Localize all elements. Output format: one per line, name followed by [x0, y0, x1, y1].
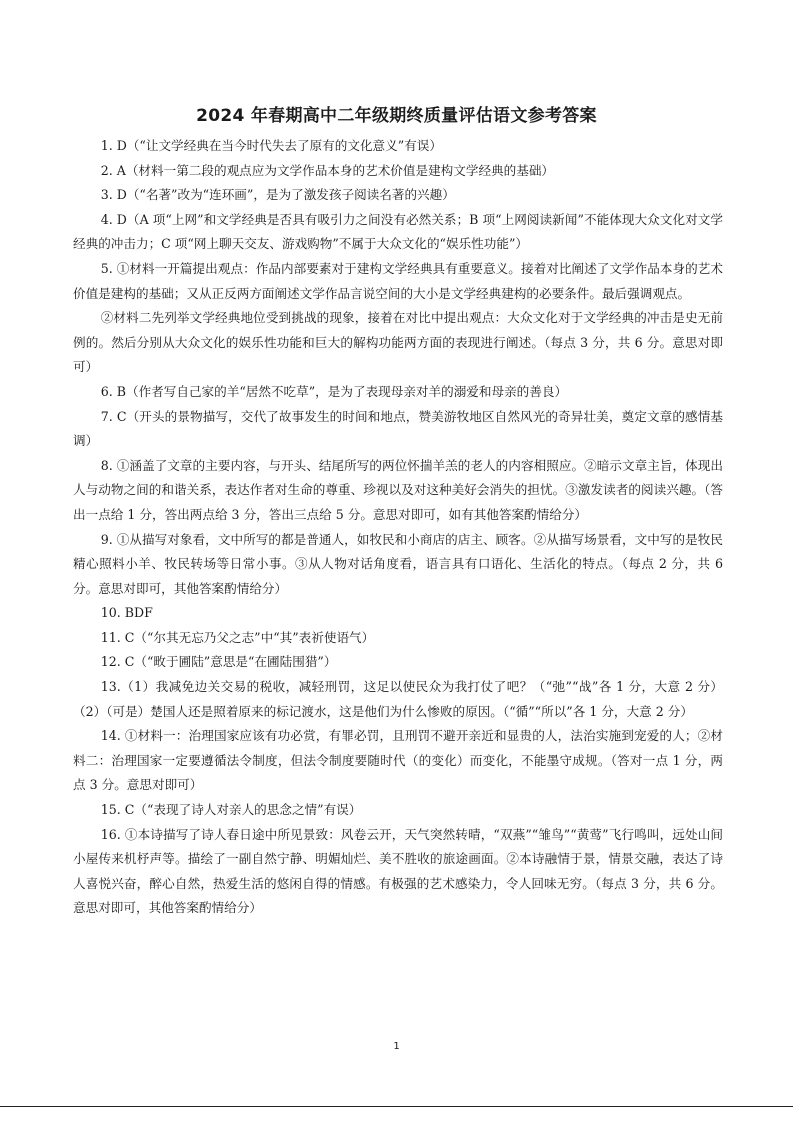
answer-7: 7. C（开头的景物描写，交代了故事发生的时间和地点，赞美游牧地区自然风光的奇异壮美，奠定文章的感情基调）: [73, 408, 723, 449]
document-title: 2024 年春期高中二年级期终质量评估语文参考答案: [196, 106, 597, 126]
answer-16: 16. ①本诗描写了诗人春日途中所见景致：风卷云开，天气突然转晴，“双燕”“雏鸟”“黄莺”飞行鸣叫，远处山间小屋传来机杼声等。描绘了一副自然宁静、明媚灿烂、美不胜收的旅途画面。②本诗融情于景，情景交融，表达了诗人喜悦兴奋，醉心自然，热爱生活的悠闲自得的情感。有极强的艺术感染力，令人回味无穷。（每点 3 分，共 6 分。意思对即可，其他答案酌情给分）: [73, 826, 723, 916]
answer-10: 10. BDF: [100, 605, 153, 621]
answer-12: 12. C（“畋于圃陆”意思是“在圃陆围猎”）: [100, 654, 337, 670]
answer-9: 9. ①从描写对象看，文中所写的都是普通人，如牧民和小商店的店主、顾客。②从描写场景看，文中写的是牧民精心照料小羊、牧民转场等日常小事。③从人物对话角度看，语言具有口语化、生活化的特点。（每点 2 分，共 6 分。意思对即可，其他答案酌情给分）: [73, 531, 723, 596]
page-number: 1: [393, 1041, 400, 1052]
answer-1: 1. D（“让文学经典在当今时代失去了原有的文化意义”有误）: [100, 138, 442, 153]
answer-5-part-2: ②材料二先列举文学经典地位受到挑战的现象，接着在对比中提出观点：大众文化对于文学经典的冲击是史无前例的。然后分别从大众文化的娱乐性功能和巨大的解构功能两方面的表现进行阐述。（每点 3 分，共 6 分。意思对即可）: [73, 310, 723, 375]
answer-4: 4. D（A 项“上网”和文学经典是否具有吸引力之间没有必然关系；B 项“上网阅读新闻”不能体现大众文化对文学经典的冲击力；C 项“网上聊天交友、游戏购物”不属于大众文化的“娱乐性功能”）: [73, 211, 723, 252]
answer-6: 6. B（作者写自己家的羊“居然不吃草”，是为了表现母亲对羊的溺爱和母亲的善良）: [100, 383, 568, 399]
answer-15: 15. C（“表现了诗人对亲人的思念之情”有误）: [100, 802, 362, 818]
answer-13: 13.（1）我减免边关交易的税收，减轻刑罚，这足以使民众为我打仗了吧？（“弛”“战”各 1 分，大意 2 分）（2）（可是）楚国人还是照着原来的标记渡水，这是他们为什么惨败的原因。（“循”“所以”各 1 分，大意 2 分）: [73, 679, 723, 719]
answer-list: [73, 134, 723, 921]
page-bottom-divider: [0, 1106, 793, 1107]
answer-11: 11. C（“尔其无忘乃父之志”中“其”表祈使语气）: [100, 629, 375, 645]
answer-3: 3. D（“名著”改为“连环画”，是为了激发孩子阅读名著的兴趣）: [100, 187, 455, 203]
answer-2: 2. A（材料一第二段的观点应为文学作品本身的艺术价值是建构文学经典的基础）: [100, 162, 555, 178]
answer-5-part-1: 5. ①材料一开篇提出观点：作品内部要素对于建构文学经典具有重要意义。接着对比阐述了文学作品本身的艺术价值是建构的基础；又从正反两方面阐述文学作品言说空间的大小是文学经典建构的必要条件。最后强调观点。: [73, 260, 723, 301]
answer-8: 8. ①涵盖了文章的主要内容，与开头、结尾所写的两位怀揣羊羔的老人的内容相照应。②暗示文章主旨，体现出人与动物之间的和谐关系，表达作者对生命的尊重、珍视以及对这种美好会消失的担忧。③激发读者的阅读兴趣。（答出一点给 1 分，答出两点给 3 分，答出三点给 5 分。意思对即可，如有其他答案酌情给分）: [73, 457, 723, 522]
answer-14: 14. ①材料一：治理国家应该有功必赏，有罪必罚，且刑罚不避开亲近和显贵的人，法治实施到宠爱的人；②材料二：治理国家一定要遵循法令制度，但法令制度要随时代（的变化）而变化，不能墨守成规。（答对一点 1 分，两点 3 分。意思对即可）: [73, 728, 723, 793]
